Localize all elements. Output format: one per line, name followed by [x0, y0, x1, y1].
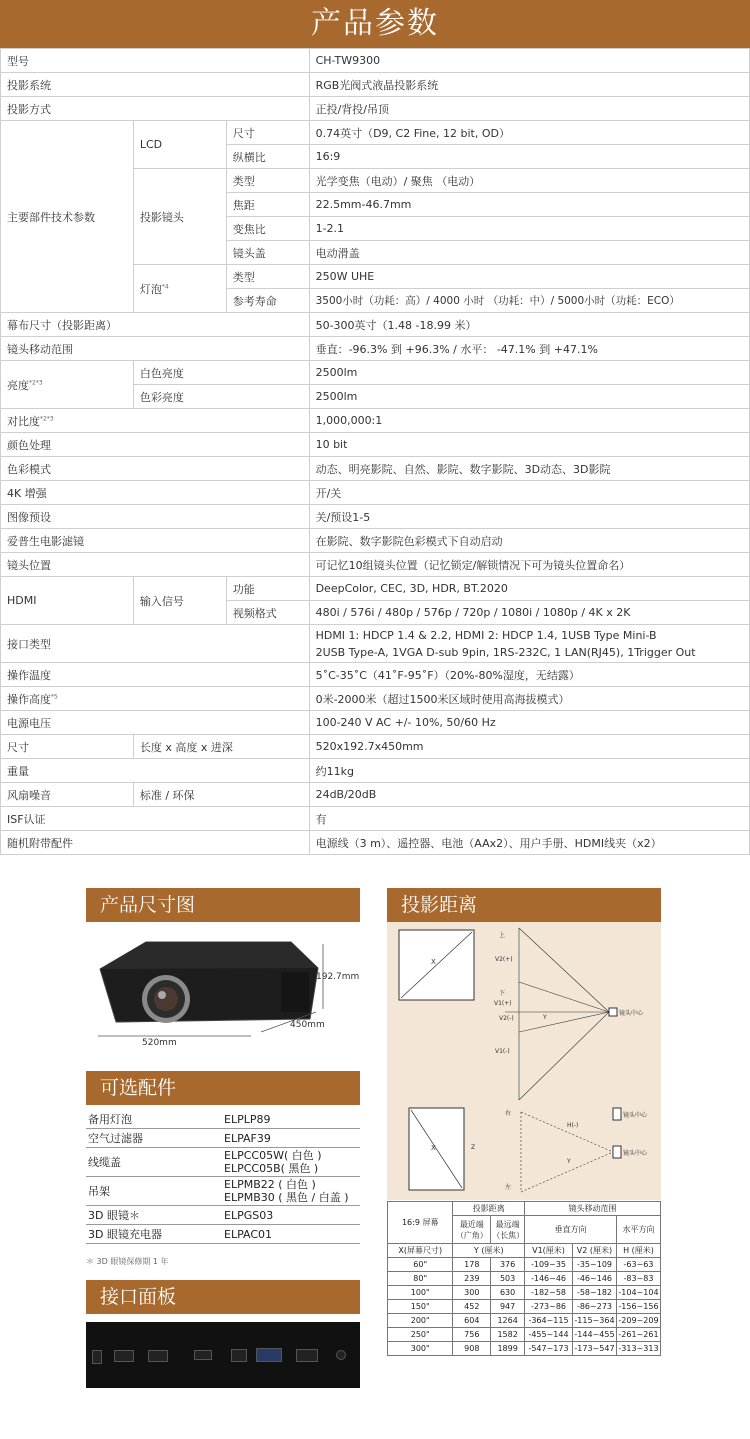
- option-name: 空气过滤器: [86, 1129, 222, 1148]
- distance-row: [388, 1300, 661, 1314]
- weight-value: 约11kg: [309, 759, 749, 783]
- options-row: [86, 1110, 360, 1129]
- proj-mode-label: 投影方式: [1, 97, 310, 121]
- distance-cell: -313~313: [616, 1342, 660, 1356]
- distance-cell: -35~109: [572, 1258, 616, 1272]
- vfmt-label: 视频格式: [226, 601, 309, 625]
- option-code: ELPCC05W( 白色 ) ELPCC05B( 黑色 ): [222, 1148, 360, 1177]
- acc-value: 电源线（3 m）、遥控器、电池（AAx2）、用户手册、HDMI线夹（x2）: [309, 831, 749, 855]
- proj-mode-value: 正投/背投/吊顶: [309, 97, 749, 121]
- input-label: 输入信号: [133, 577, 226, 625]
- distance-cell: 250": [388, 1328, 453, 1342]
- distance-cell: -273~86: [525, 1300, 573, 1314]
- contrast-note: *2*3: [40, 414, 54, 422]
- distance-row: [388, 1314, 661, 1328]
- distance-cell: 908: [453, 1342, 491, 1356]
- head-max: 最远端（长焦）: [491, 1216, 525, 1244]
- options-title: 可选配件: [86, 1071, 360, 1105]
- temp-label: 操作温度: [1, 663, 310, 687]
- distance-cell: 1264: [491, 1314, 525, 1328]
- hdmi-label: HDMI: [1, 577, 134, 625]
- lamp-note: *4: [161, 282, 169, 290]
- color-bright-value: 2500lm: [309, 385, 749, 409]
- option-code: ELPGS03: [222, 1206, 360, 1225]
- preset-value: 关/预设1-5: [309, 505, 749, 529]
- distance-cell: 630: [491, 1286, 525, 1300]
- option-code: ELPLP89: [222, 1110, 360, 1129]
- lens-type-label: 类型: [226, 169, 309, 193]
- distance-drawing: [387, 922, 661, 1200]
- dim-value: 520x192.7x450mm: [309, 735, 749, 759]
- distance-row: [388, 1286, 661, 1300]
- size-value: 0.74英寸（D9, C2 Fine, 12 bit, OD）: [309, 121, 749, 145]
- dist-h-label: H(-): [567, 1122, 579, 1129]
- head-hcol: H (厘米): [616, 1244, 660, 1258]
- dim-sub: 长度 x 高度 x 进深: [133, 735, 309, 759]
- option-name: 3D 眼镜充电器: [86, 1225, 222, 1244]
- dist-y-label: Y: [543, 1014, 547, 1021]
- distance-cell: -455~144: [525, 1328, 573, 1342]
- contrast-label: 对比度$^{*2*3}$: [1, 409, 310, 433]
- preset-label: 图像预设: [1, 505, 310, 529]
- head-v2: V2 (厘米): [572, 1244, 616, 1258]
- interface-panel-image: [86, 1322, 360, 1388]
- distance-row: [388, 1342, 661, 1356]
- options-row: [86, 1129, 360, 1148]
- distance-row: [388, 1258, 661, 1272]
- option-name: 吊架: [86, 1177, 222, 1206]
- head-screen: 16:9 屏幕: [388, 1202, 453, 1244]
- model-value: CH-TW9300: [309, 49, 749, 73]
- iface-line2: 2USB Type-A, 1VGA D-sub 9pin, 1RS-232C, 1 LAN(RJ45), 1Trigger Out: [315, 645, 696, 659]
- screen-label: 幕布尺寸（投影距离）: [1, 313, 310, 337]
- distance-cell: 300: [453, 1286, 491, 1300]
- distance-cell: -364~115: [525, 1314, 573, 1328]
- cover-label: 镜头盖: [226, 241, 309, 265]
- life-value: 3500小时（功耗：高）/ 4000 小时 （功耗：中）/ 5000小时（功耗：ECO）: [309, 289, 749, 313]
- distance-cell: -146~46: [525, 1272, 573, 1286]
- isf-label: ISF认证: [1, 807, 310, 831]
- lenspos-value: 可记忆10组镜头位置（记忆锁定/解锁情况下可为镜头位置命名）: [309, 553, 749, 577]
- lamp-label: 灯泡$^{*4}$: [133, 265, 226, 313]
- distance-cell: -144~455: [572, 1328, 616, 1342]
- options-row: [86, 1225, 360, 1244]
- distance-cell: 100": [388, 1286, 453, 1300]
- func-label: 功能: [226, 577, 309, 601]
- distance-cell: 604: [453, 1314, 491, 1328]
- fan-sub: 标准 / 环保: [133, 783, 309, 807]
- acc-label: 随机附带配件: [1, 831, 310, 855]
- distance-cell: 300": [388, 1342, 453, 1356]
- size-label: 尺寸: [226, 121, 309, 145]
- colorproc-value: 10 bit: [309, 433, 749, 457]
- dist-v1p-label: V1(+): [494, 1000, 512, 1007]
- life-label: 参考寿命: [226, 289, 309, 313]
- lamp-type-label: 类型: [226, 265, 309, 289]
- distance-cell: -58~182: [572, 1286, 616, 1300]
- dist-center3-label: 镜头中心: [623, 1150, 648, 1157]
- option-code: ELPAC01: [222, 1225, 360, 1244]
- options-row: [86, 1148, 360, 1177]
- vfmt-value: 480i / 576i / 480p / 576p / 720p / 1080i / 1080p / 4K x 2K: [309, 601, 749, 625]
- aspect-value: 16:9: [309, 145, 749, 169]
- alt-note: *5: [51, 692, 58, 700]
- proj-sys-label: 投影系统: [1, 73, 310, 97]
- port-1: [92, 1350, 102, 1364]
- zoom-label: 变焦比: [226, 217, 309, 241]
- lcd-label: LCD: [133, 121, 226, 169]
- colorproc-label: 颜色处理: [1, 433, 310, 457]
- head-v1: V1(厘米): [525, 1244, 573, 1258]
- distance-cell: 150": [388, 1300, 453, 1314]
- isf-value: 有: [309, 807, 749, 831]
- distance-cell: -209~209: [616, 1314, 660, 1328]
- distance-cell: 178: [453, 1258, 491, 1272]
- iface-line1: HDMI 1: HDCP 1.4 & 2.2, HDMI 2: HDCP 1.4, 1USB Type Mini-B: [315, 628, 657, 642]
- dist-left-label: 左: [505, 1184, 512, 1191]
- port-lan: [231, 1349, 247, 1362]
- port-trigger: [336, 1350, 346, 1360]
- dist-v2m-label: V2(-): [499, 1015, 514, 1022]
- head-horiz: 水平方向: [616, 1216, 660, 1244]
- white-value: 2500lm: [309, 361, 749, 385]
- dist-x2-label: X: [431, 1144, 436, 1152]
- distance-cell: 60": [388, 1258, 453, 1272]
- mode-label: 色彩模式: [1, 457, 310, 481]
- distance-cell: -115~364: [572, 1314, 616, 1328]
- distance-row: [388, 1272, 661, 1286]
- fan-value: 24dB/20dB: [309, 783, 749, 807]
- lenspos-label: 镜头位置: [1, 553, 310, 577]
- projector-image: [86, 924, 360, 1064]
- alt-label: 操作高度$^{*5}$: [1, 687, 310, 711]
- head-vert: 垂直方向: [525, 1216, 617, 1244]
- distance-cell: -63~63: [616, 1258, 660, 1272]
- mode-value: 动态、明亮影院、自然、影院、数字影院、3D动态、3D影院: [309, 457, 749, 481]
- distance-cell: -261~261: [616, 1328, 660, 1342]
- focal-label: 焦距: [226, 193, 309, 217]
- white-label: 白色亮度: [133, 361, 309, 385]
- head-dist: 投影距离: [453, 1202, 525, 1216]
- shift-value: 垂直：-96.3% 到 +96.3% / 水平： -47.1% 到 +47.1%: [309, 337, 749, 361]
- distance-cell: 376: [491, 1258, 525, 1272]
- dist-y2-label: Y: [567, 1158, 571, 1165]
- dist-z-label: Z: [471, 1144, 476, 1151]
- color-bright-label: 色彩亮度: [133, 385, 309, 409]
- page-title: 产品参数: [0, 0, 750, 48]
- lens-label: 投影镜头: [133, 169, 226, 265]
- options-table: [86, 1110, 360, 1244]
- proj-sys-value: RGB光阀式液晶投影系统: [309, 73, 749, 97]
- distance-cell: -46~146: [572, 1272, 616, 1286]
- dist-v1m-label: V1(-): [495, 1048, 510, 1055]
- distance-cell: 200": [388, 1314, 453, 1328]
- option-name: 备用灯泡: [86, 1110, 222, 1129]
- port-hdmi2: [148, 1350, 168, 1362]
- depth-dim: 450mm: [290, 1020, 325, 1030]
- dist-right-label: 右: [505, 1110, 512, 1117]
- dist-up-label: 上: [499, 932, 506, 939]
- distance-diagram: [387, 922, 661, 1200]
- distance-cell: -547~173: [525, 1342, 573, 1356]
- distance-cell: 80": [388, 1272, 453, 1286]
- head-xcol: X(屏幕尺寸): [388, 1244, 453, 1258]
- port-rs232: [296, 1349, 318, 1362]
- width-dim: 520mm: [142, 1038, 177, 1048]
- port-usb: [194, 1350, 212, 1360]
- port-hdmi1: [114, 1350, 134, 1362]
- distance-cell: -104~104: [616, 1286, 660, 1300]
- projector-drawing: [86, 924, 360, 1064]
- contrast-value: 1,000,000:1: [309, 409, 749, 433]
- spec-table: [0, 48, 750, 855]
- distance-cell: -182~58: [525, 1286, 573, 1300]
- distance-cell: -173~547: [572, 1342, 616, 1356]
- options-note: ＊ 3D 眼镜保修期 1 年: [86, 1257, 169, 1266]
- height-dim: 192.7mm: [316, 972, 360, 982]
- focal-value: 22.5mm-46.7mm: [309, 193, 749, 217]
- panel-title: 接口面板: [86, 1280, 360, 1314]
- distance-cell: -109~35: [525, 1258, 573, 1272]
- filter-value: 在影院、数字影院色彩模式下自动启动: [309, 529, 749, 553]
- dim-label: 尺寸: [1, 735, 134, 759]
- filter-label: 爱普生电影滤镜: [1, 529, 310, 553]
- func-value: DeepColor, CEC, 3D, HDR, BT.2020: [309, 577, 749, 601]
- alt-value: 0米-2000米（超过1500米区域时使用高海拔模式）: [309, 687, 749, 711]
- port-vga: [256, 1348, 282, 1362]
- volt-value: 100-240 V AC +/- 10%, 50/60 Hz: [309, 711, 749, 735]
- k4-value: 开/关: [309, 481, 749, 505]
- distance-cell: -86~273: [572, 1300, 616, 1314]
- lamp-type-value: 250W UHE: [309, 265, 749, 289]
- bright-label: 亮度$^{*2*3}$: [1, 361, 134, 409]
- distance-cell: 1582: [491, 1328, 525, 1342]
- zoom-value: 1-2.1: [309, 217, 749, 241]
- shift-label: 镜头移动范围: [1, 337, 310, 361]
- weight-label: 重量: [1, 759, 310, 783]
- dist-down-label: 下: [499, 990, 506, 997]
- option-name: 3D 眼镜＊: [86, 1206, 222, 1225]
- bright-note: *2*3: [29, 378, 43, 386]
- volt-label: 电源电压: [1, 711, 310, 735]
- head-shift: 镜头移动范围: [525, 1202, 661, 1216]
- dist-center-label: 镜头中心: [619, 1010, 644, 1017]
- lens-type-value: 光学变焦（电动）/ 聚焦 （电动）: [309, 169, 749, 193]
- head-min: 最近端（广角）: [453, 1216, 491, 1244]
- dist-center2-label: 镜头中心: [623, 1112, 648, 1119]
- main-params-label: 主要部件技术参数: [1, 121, 134, 313]
- distance-title: 投影距离: [387, 888, 661, 922]
- aspect-label: 纵横比: [226, 145, 309, 169]
- dist-v2p-label: V2(+): [495, 956, 513, 963]
- options-row: [86, 1206, 360, 1225]
- temp-value: 5˚C-35˚C（41˚F-95˚F）（20%-80%湿度，无结露）: [309, 663, 749, 687]
- distance-cell: 947: [491, 1300, 525, 1314]
- distance-cell: 239: [453, 1272, 491, 1286]
- head-ycol: Y (厘米): [453, 1244, 525, 1258]
- dim-section-title: 产品尺寸图: [86, 888, 360, 922]
- dist-x-label: X: [431, 958, 436, 966]
- iface-value: [309, 625, 749, 663]
- k4-label: 4K 增强: [1, 481, 310, 505]
- distance-cell: 452: [453, 1300, 491, 1314]
- model-label: 型号: [1, 49, 310, 73]
- option-name: 线缆盖: [86, 1148, 222, 1177]
- screen-value: 50-300英寸（1.48 -18.99 米）: [309, 313, 749, 337]
- distance-table: [387, 1201, 661, 1356]
- distance-cell: -83~83: [616, 1272, 660, 1286]
- distance-cell: 503: [491, 1272, 525, 1286]
- fan-label: 风扇噪音: [1, 783, 134, 807]
- distance-cell: 756: [453, 1328, 491, 1342]
- iface-label: 接口类型: [1, 625, 310, 663]
- option-code: ELPAF39: [222, 1129, 360, 1148]
- cover-value: 电动滑盖: [309, 241, 749, 265]
- distance-cell: 1899: [491, 1342, 525, 1356]
- distance-cell: -156~156: [616, 1300, 660, 1314]
- options-row: [86, 1177, 360, 1206]
- distance-row: [388, 1328, 661, 1342]
- option-code: ELPMB22 ( 白色 ) ELPMB30 ( 黑色 / 白盖 ): [222, 1177, 360, 1206]
